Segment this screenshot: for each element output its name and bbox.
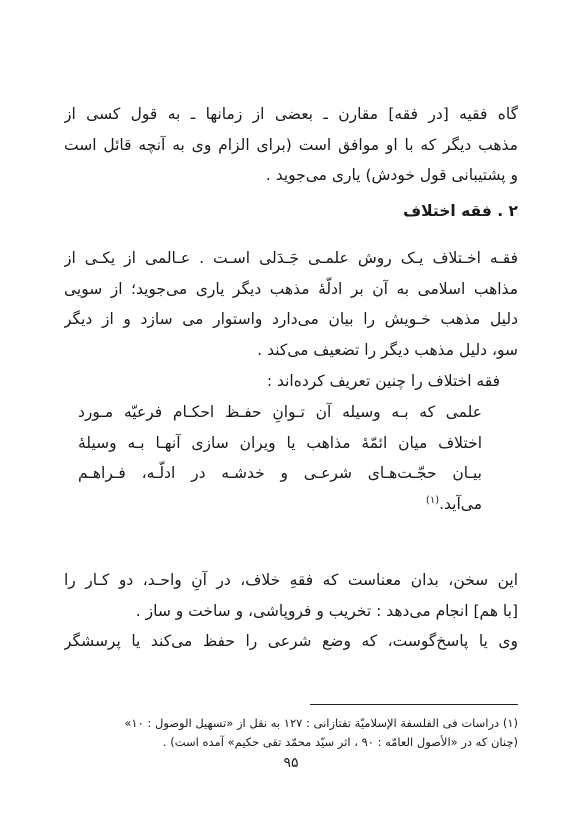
paragraph-2-line-2: مذاهب اسلامی به آن بر ادلّهٔ مذهب دیگر یاری می‌جوید؛ از سویی bbox=[64, 279, 518, 298]
footnote-line-2: (چنان که در «الأصول العامّه : ۹۰ ، اثر سیّد محمّد تقی حکیم» آمده است) . bbox=[162, 735, 518, 749]
paragraph-4 bbox=[64, 565, 518, 657]
quote-line-2: اختلاف میان ائمّهٔ مذاهب یا ویران سازی آنهـا بـه وسیلهٔ bbox=[78, 433, 482, 452]
paragraph-2 bbox=[64, 243, 518, 365]
footnotes bbox=[64, 714, 518, 752]
paragraph-2-line-1: فقـه اخـتلاف یـک روش علمـی جَـدَلی اسـت . عـالمی از یکـی از bbox=[64, 249, 518, 267]
quote-line-3: بیـان حجّـت‌هـای شرعـی و خدشـه در ادلّـه، فـراهـم bbox=[78, 464, 482, 482]
footnote-reference: (۱) bbox=[425, 494, 440, 506]
page-number: ۹۵ bbox=[283, 755, 299, 771]
paragraph-1-line-2: مذهب دیگر که با او موافق است (برای الزام وی به آنچه قائل است bbox=[64, 135, 518, 154]
paragraph-2-line-4: سو، دلیل مذهب دیگر را تضعیف می‌کند . bbox=[257, 340, 518, 359]
quotation-block bbox=[78, 397, 482, 519]
paragraph-2-line-3: دلیل مذهب خـویش را بیان می‌دارد واستوار می سازد و از دیگر bbox=[64, 310, 518, 328]
paragraph-4-line-2: [با هم] انجام می‌دهد : تخریب و فروپاشی، و ساخت و ساز . bbox=[135, 601, 518, 620]
footnote-separator bbox=[310, 704, 518, 705]
quote-line-4 bbox=[78, 489, 482, 520]
paragraph-4-line-1: این سخن، بدان معناست که فقهِ خلاف، در آنِ واحـد، دو کـار را bbox=[64, 571, 518, 589]
paragraph-1-line-1: گاه فقیه [در فقه] مقارن ـ بعضی از زمانها ـ به قول کسی از bbox=[64, 105, 518, 123]
quote-line-1: علمی که بـه وسیله آن تـوانِ حفـظ احکـام فرعیّه مـورد bbox=[78, 403, 482, 421]
paragraph-3 bbox=[64, 366, 518, 397]
paragraph-1-line-3: و پشتیبانی قول خودش) یاری می‌جوید . bbox=[265, 166, 518, 184]
paragraph-3-line-1: فقه اختلاف را چنین تعریف کرده‌اند : bbox=[266, 372, 500, 390]
paragraph-1 bbox=[64, 99, 518, 191]
quote-line-4-text: می‌آید. bbox=[439, 494, 482, 513]
footnote-line-1: (۱) دراسات فی الفلسفة الإسلامیّة تفتازانی : ۱۲۷ به نقل از «تسهیل الوصول : ۱۰» bbox=[124, 716, 518, 730]
section-heading: ۲ . فقه اختلاف bbox=[403, 202, 518, 220]
paragraph-4-line-3: وی یا پاسخ‌گوست، که وضع شرعی را حفظ می‌کند یا پرسشگر bbox=[64, 632, 518, 650]
